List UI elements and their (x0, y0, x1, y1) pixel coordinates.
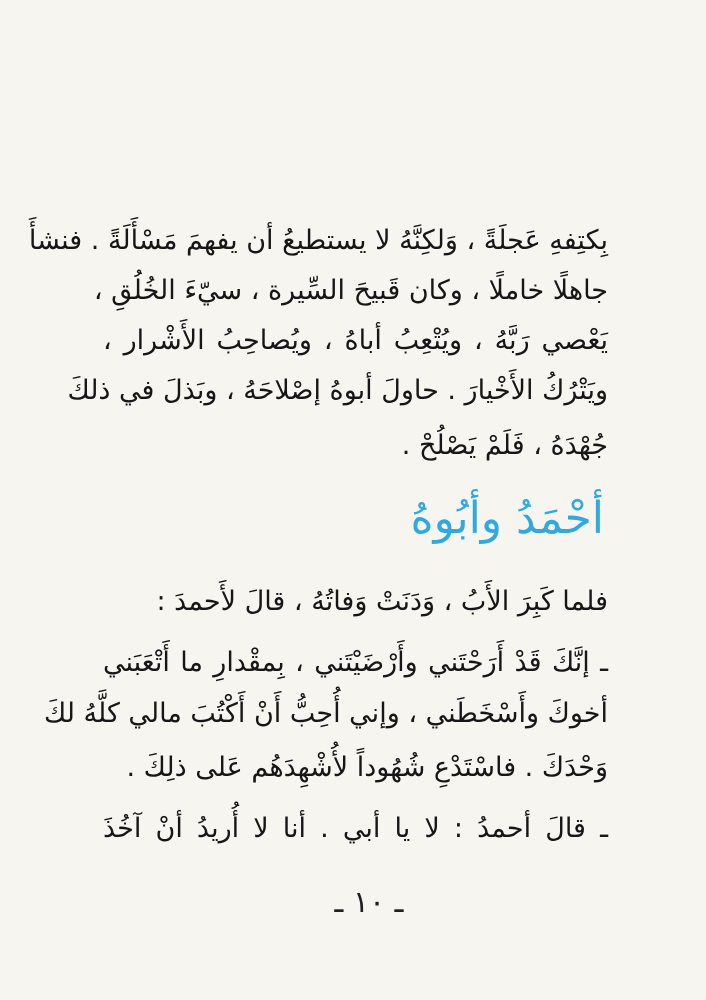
page-number: ـ ١٠ ـ (334, 885, 404, 920)
paragraph-line-5: جُهْدَهُ ، فَلَمْ يَصْلُحْ . (401, 430, 608, 461)
father-speech-line-1: ـ إنَّكَ قَدْ أَرَحْتَني وأَرْضَيْتَني ، بِمقْدارِ ما أَتْعَبَني (103, 647, 608, 678)
paragraph-line-1: بِكتِفهِ عَجلَةً ، وَلكِنَّهُ لا يستطيعُ أن يفهمَ مَسْأَلَةً . فنشأَ (28, 225, 608, 256)
section-heading: أحْمَدُ وأبُوهُ (410, 493, 604, 544)
paragraph-line-3: يَعْصي رَبَّهُ ، ويُتْعِبُ أباهُ ، ويُصاحِبُ الأَشْرار ، (103, 325, 608, 356)
father-speech-line-3: وَحْدَكَ . فاسْتَدْعِ شُهُوداً لأُشْهِدَهُم عَلى ذلِكَ . (126, 752, 608, 783)
paragraph-line-4: ويَتْرُكُ الأَخْيارَ . حاولَ أبوهُ إصْلاحَهُ ، وبَذلَ في ذلكَ (67, 375, 608, 406)
paragraph-line-2: جاهلًا خاملًا ، وكان قَبيحَ السِّيرة ، سيّءَ الخُلُقِ ، (93, 275, 608, 306)
dialogue-intro: فلما كَبِرَ الأَبُ ، وَدَنَتْ وَفاتُهُ ، قالَ لأَحمدَ : (156, 586, 608, 617)
father-speech-line-2: أخوكَ وأَسْخَطَني ، وإني أُحِبُّ أَنْ أَكْتُبَ مالي كلَّهُ لكَ (43, 698, 608, 729)
ahmad-reply-line: ـ قالَ أحمدُ : لا يا أبي . أنا لا أُريدُ أنْ آخُذَ (103, 813, 608, 844)
